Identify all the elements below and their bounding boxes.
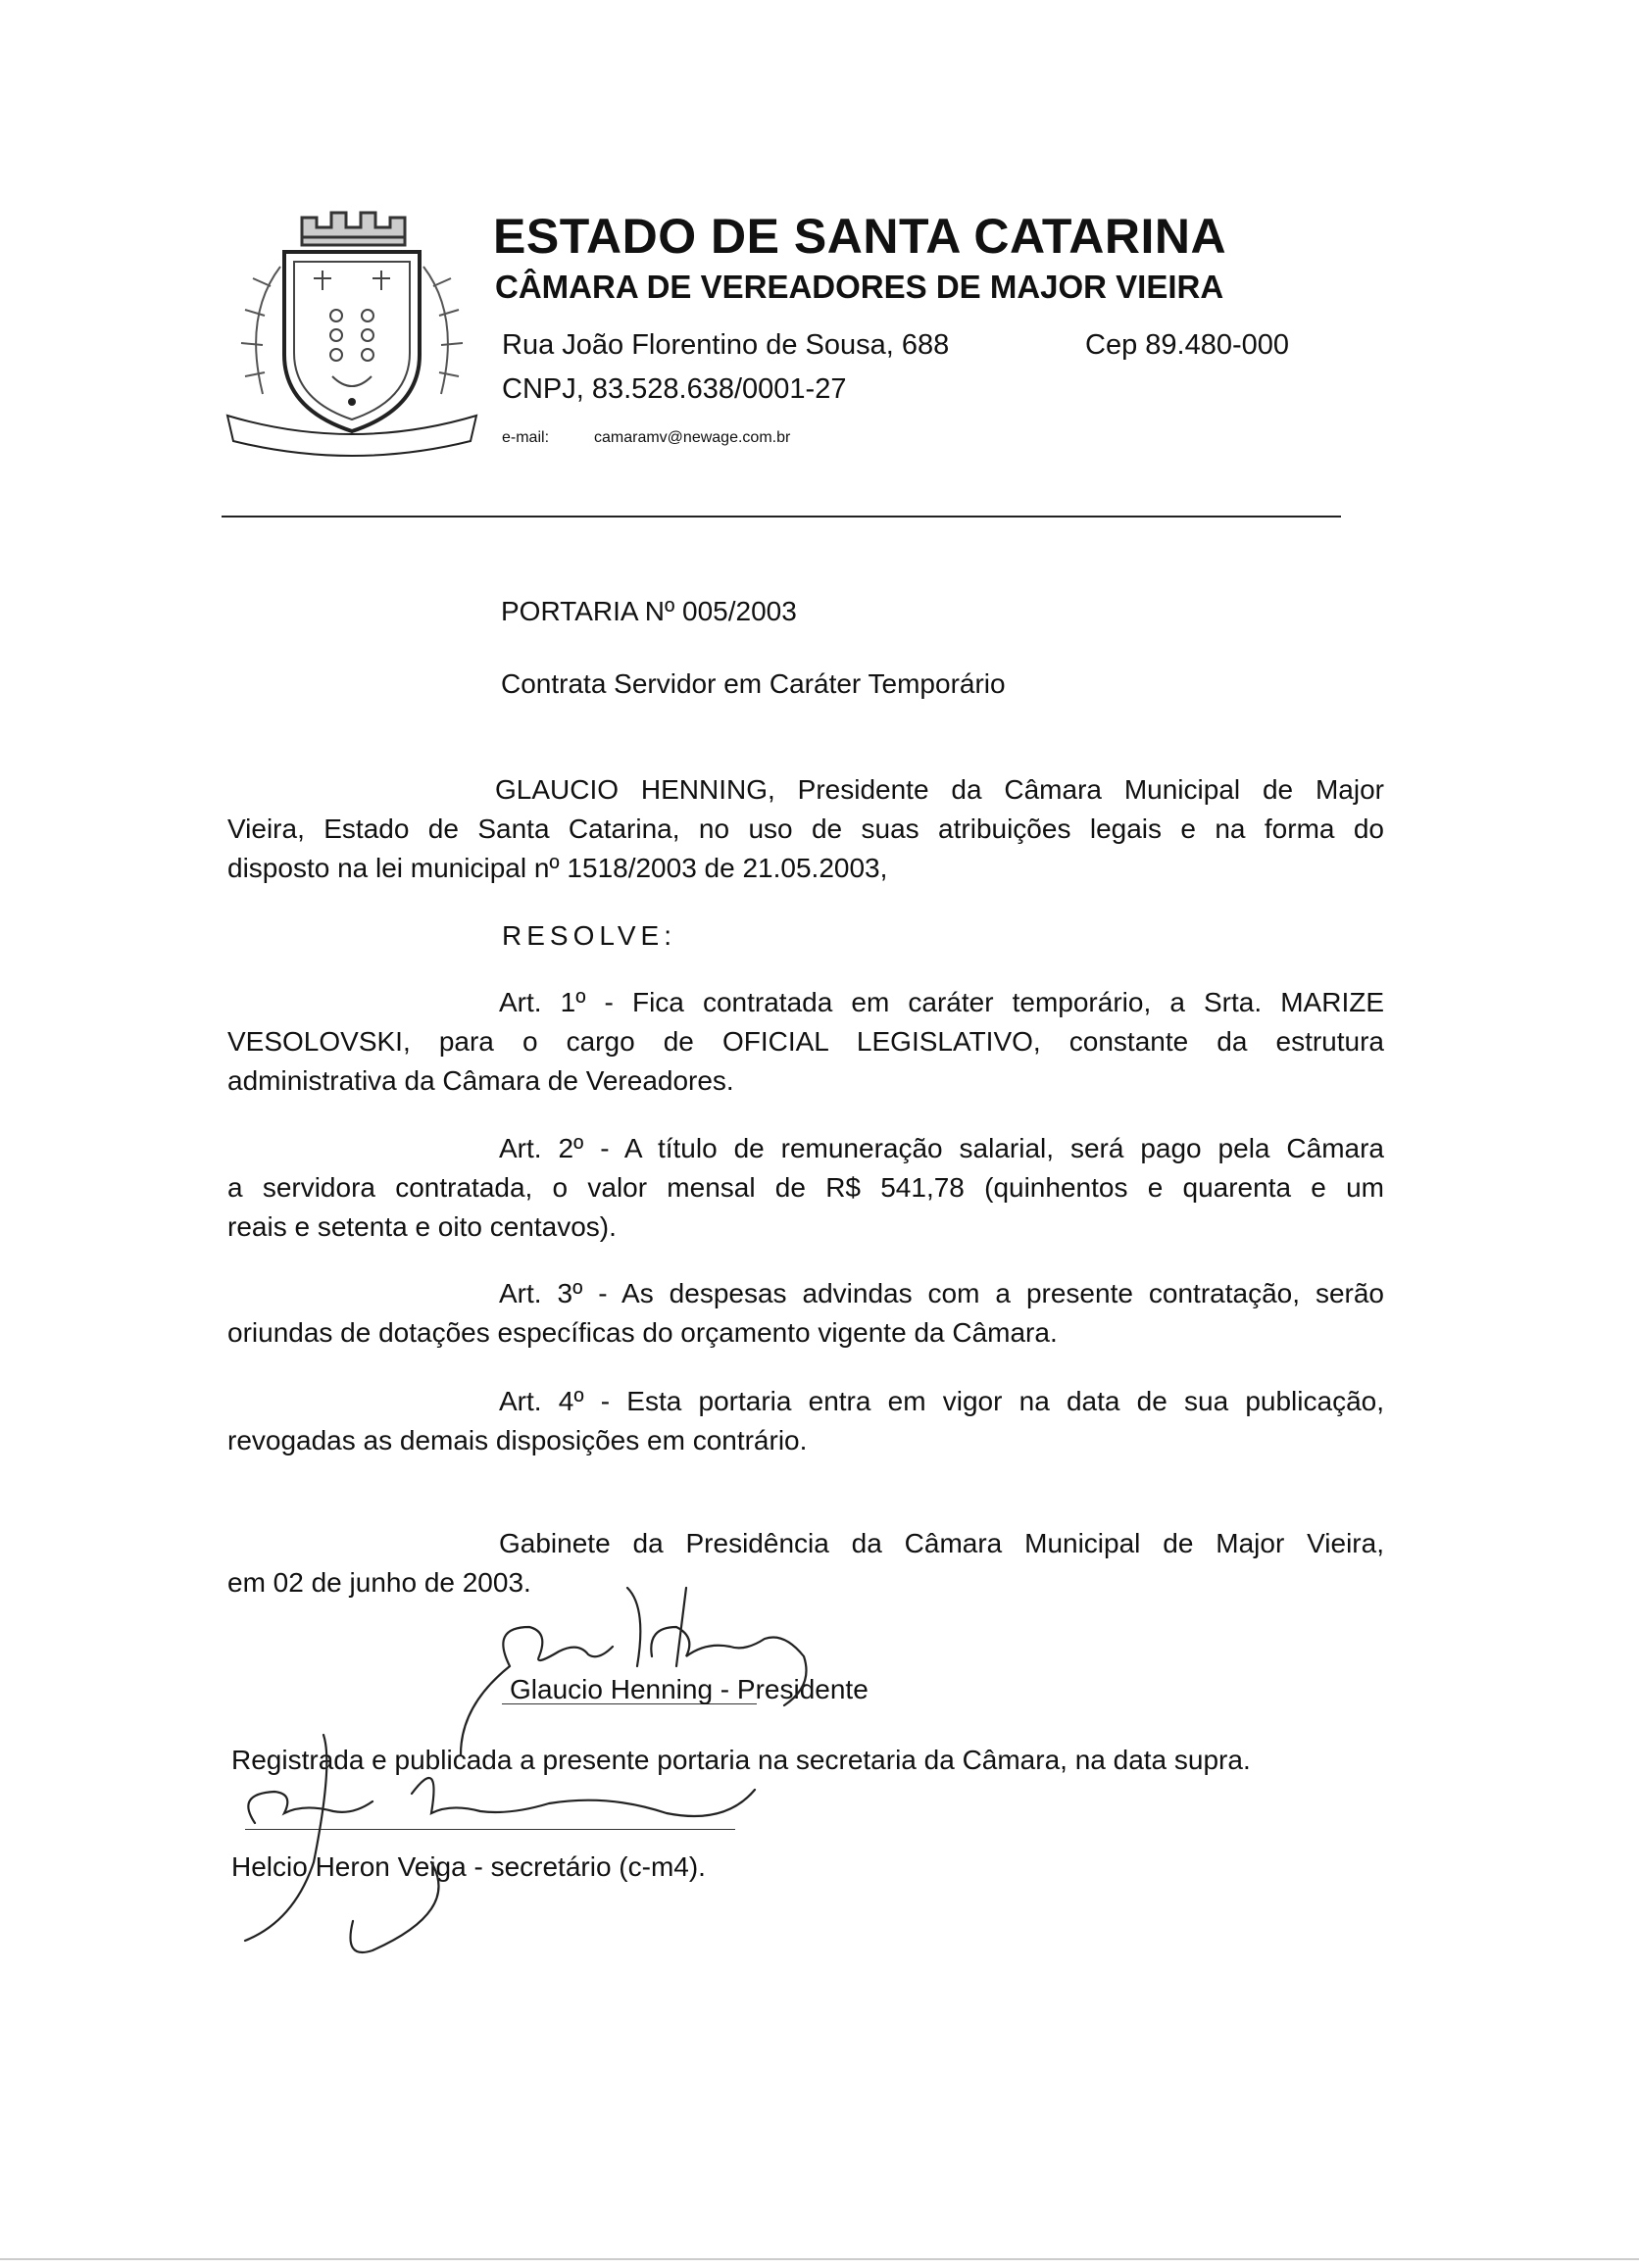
secretary-signer: Helcio Heron Veiga - secretário (c-m4).	[231, 1851, 706, 1882]
article-line: Art. 4º - Esta portaria entra em vigor na data de sua publicação,	[499, 1386, 1384, 1416]
email-address: camaramv@newage.com.br	[594, 429, 791, 446]
email-row	[502, 429, 790, 447]
state-title: ESTADO DE SANTA CATARINA	[493, 209, 1227, 264]
article-line: Art. 1º - Fica contratada em caráter temporário, a Srta. MARIZE	[499, 987, 1384, 1017]
closing-paragraph	[227, 1524, 1384, 1602]
article-1	[227, 983, 1384, 1101]
registration-statement: Registrada e publicada a presente portaria na secretaria da Câmara, na data supra.	[231, 1745, 1251, 1775]
preamble-paragraph	[227, 770, 1384, 888]
postal-code: Cep 89.480-000	[1085, 329, 1289, 361]
closing-line: Gabinete da Presidência da Câmara Municipal de Major Vieira,	[499, 1528, 1384, 1558]
preamble-line: Vieira, Estado de Santa Catarina, no uso de suas atribuições legais e na forma do	[227, 814, 1384, 844]
header-divider	[222, 516, 1341, 518]
page-bottom-edge	[0, 2258, 1639, 2260]
address: Rua João Florentino de Sousa, 688	[502, 329, 950, 361]
email-label: e-mail:	[502, 429, 550, 446]
preamble-line: GLAUCIO HENNING, Presidente da Câmara Municipal de Major	[495, 774, 1384, 805]
resolve-heading: RESOLVE:	[502, 920, 676, 951]
signature-line	[245, 1829, 735, 1830]
article-line: revogadas as demais disposições em contrário.	[227, 1425, 808, 1455]
preamble-line: disposto na lei municipal nº 1518/2003 de 21.05.2003,	[227, 853, 888, 883]
closing-line: em 02 de junho de 2003.	[227, 1567, 531, 1598]
article-line: Art. 3º - As despesas advindas com a presente contratação, serão	[499, 1278, 1384, 1308]
article-2	[227, 1129, 1384, 1247]
article-line: reais e setenta e oito centavos).	[227, 1211, 617, 1242]
article-line: administrativa da Câmara de Vereadores.	[227, 1065, 734, 1096]
article-3	[227, 1274, 1384, 1353]
article-line: Art. 2º - A título de remuneração salarial, será pago pela Câmara	[499, 1133, 1384, 1163]
article-4	[227, 1382, 1384, 1460]
cnpj: CNPJ, 83.528.638/0001-27	[502, 373, 847, 405]
chamber-title: CÂMARA DE VEREADORES DE MAJOR VIEIRA	[495, 269, 1224, 305]
article-line: a servidora contratada, o valor mensal de R$ 541,78 (quinhentos e quarenta e um	[227, 1172, 1384, 1203]
article-line: oriundas de dotações específicas do orçamento vigente da Câmara.	[227, 1317, 1058, 1348]
document-title: PORTARIA Nº 005/2003	[501, 596, 797, 626]
municipal-crest-icon	[224, 208, 480, 465]
article-line: VESOLOVSKI, para o cargo de OFICIAL LEGISLATIVO, constante da estrutura	[227, 1026, 1384, 1057]
president-signer: Glaucio Henning - Presidente	[510, 1674, 869, 1704]
document-subject: Contrata Servidor em Caráter Temporário	[501, 668, 1006, 699]
